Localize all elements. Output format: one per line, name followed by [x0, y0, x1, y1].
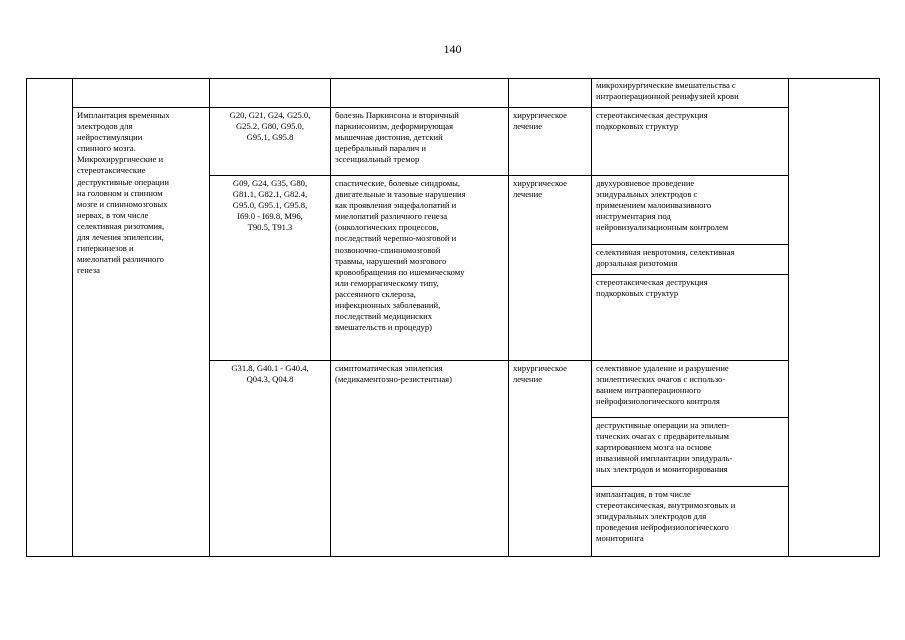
- table-border-right: [879, 78, 880, 557]
- treatment-cell: хирургическое лечение: [513, 178, 567, 200]
- diagnosis-cell: болезнь Паркинсона и вторичный паркинсонизм, деформирующая мышечная дистония, детский церебральный паралич и эссенциальный тремор: [335, 110, 459, 165]
- column-divider-4: [508, 78, 509, 557]
- method-divider-3b: [591, 486, 789, 487]
- method-divider-3a: [591, 417, 789, 418]
- method-divider-2a: [591, 244, 789, 245]
- procedure-group-name: Имплантация временных электродов для нейростимуляции спинного мозга. Микрохирургические и стереотаксические деструктивные операции на головном и спинном мозге и спинномозговых нервах, в том числе селективная ризотомия, для лечения эпилепсии, гиперкинезов и миелопатий различного генеза: [77, 110, 170, 276]
- method-cell: стереотаксическая деструкция подкорковых структур: [596, 277, 708, 299]
- column-divider-1: [72, 78, 73, 557]
- table-border-bottom: [26, 556, 880, 557]
- diagnosis-cell: спастические, болевые синдромы, двигательные и тазовые нарушения как проявления энцефалопатий и миелопатий различного генеза (онкологических процессов, последствий черепно-мозговой и позвоночно-спинномозговой травмы, нарушений мозгового кровообращения по ишемическому или геморрагическому типу, рассеянного склероза, инфекционных заболеваний, последствий медицинских вмешательств и процедур): [335, 178, 466, 333]
- method-cell: селективная невротомия, селективная дорзальная ризотомия: [596, 247, 735, 269]
- row-divider-1-2: [209, 175, 789, 176]
- page-number: 140: [443, 42, 462, 56]
- method-cell: двухуровневое проведение эпидуральных электродов с применением малоинвазивного инструментария под нейровизуализационным контролем: [596, 178, 729, 233]
- diagnosis-cell: симптоматическая эпилепсия (медикаментозно-резистентная): [335, 363, 452, 385]
- row-divider-group-top: [72, 107, 789, 108]
- row-divider-2-3: [209, 360, 789, 361]
- treatment-cell: хирургическое лечение: [513, 110, 567, 132]
- column-divider-2: [209, 78, 210, 557]
- column-divider-3: [330, 78, 331, 557]
- method-cell: стереотаксическая деструкция подкорковых структур: [596, 110, 708, 132]
- method-cell: деструктивные операции на эпилеп- тических очагах с предварительным картированием мозга на основе инвазивной имплантации эпидураль- ных электродов и мониторирования: [596, 420, 733, 475]
- table-border-top: [26, 78, 880, 79]
- method-cell: микрохирургические вмешательства с интраоперационной реинфузией крови: [596, 80, 739, 102]
- icd-codes-cell: G20, G21, G24, G25.0, G25.2, G80, G95.0, G95.1, G95.8: [229, 110, 311, 143]
- treatment-cell: хирургическое лечение: [513, 363, 567, 385]
- method-cell: селективное удаление и разрушение эпилептических очагов с использо- ванием интраоперационного нейрофизиологического контроля: [596, 363, 729, 407]
- icd-codes-cell: G09, G24, G35, G80, G81.1, G82.1, G82.4, G95.0, G95.1, G95.8, I69.0 - I69.8, M96, T90.5, T91.3: [232, 178, 308, 233]
- method-divider-2b: [591, 274, 789, 275]
- method-cell: имплантация, в том числе стереотаксическая, внутримозговых и эпидуральных электродов для проведения нейрофизиологического мониторинга: [596, 489, 736, 544]
- table-border-left: [26, 78, 27, 557]
- icd-codes-cell: G31.8, G40.1 - G40.4, Q04.3, Q04.8: [231, 363, 309, 385]
